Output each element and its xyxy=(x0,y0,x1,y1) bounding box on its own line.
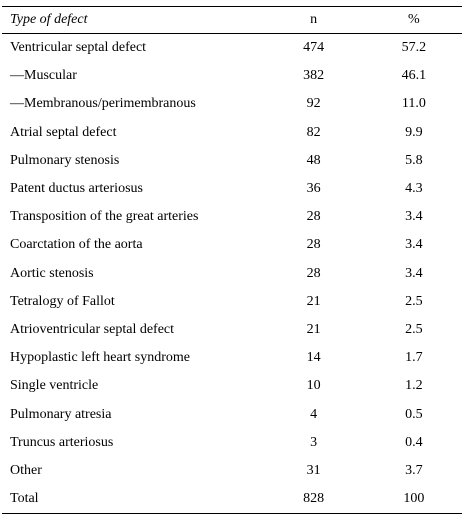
cell-type-of-defect: Pulmonary stenosis xyxy=(10,152,120,168)
cell-n: 21 xyxy=(306,321,321,337)
cell-n: 28 xyxy=(306,265,321,281)
cell-type-of-defect: Aortic stenosis xyxy=(10,265,94,281)
cell-percent: 3.4 xyxy=(405,265,423,281)
table-row xyxy=(2,34,462,63)
defect-table-container xyxy=(0,6,464,524)
cell-type-of-defect: Total xyxy=(10,491,39,507)
cell-percent: 2.5 xyxy=(405,293,423,309)
cell-percent: 5.8 xyxy=(405,152,423,168)
cell-percent: 11.0 xyxy=(401,96,426,112)
cell-type-of-defect: Hypoplastic left heart syndrome xyxy=(10,350,191,366)
table-header xyxy=(2,7,462,34)
cell-n: 828 xyxy=(303,491,325,507)
table-row xyxy=(2,457,462,485)
cell-n: 474 xyxy=(303,40,325,56)
cell-n: 28 xyxy=(306,237,321,253)
table-row xyxy=(2,372,462,400)
table-row xyxy=(2,231,462,259)
cell-percent: 3.4 xyxy=(405,237,423,253)
cell-type-of-defect: Patent ductus arteriosus xyxy=(10,181,143,197)
table-row xyxy=(2,175,462,203)
header-n: n xyxy=(310,12,318,27)
cell-n: 36 xyxy=(306,181,321,197)
cell-percent: 0.5 xyxy=(405,406,423,422)
cell-n: 48 xyxy=(306,152,321,168)
cell-percent: 3.4 xyxy=(405,209,423,225)
table-body xyxy=(2,34,462,514)
cell-n: 82 xyxy=(306,124,321,140)
table-row xyxy=(2,316,462,344)
table-row xyxy=(2,344,462,372)
table-row xyxy=(2,90,462,118)
cell-percent: 3.7 xyxy=(405,462,423,478)
cell-type-of-defect: Tetralogy of Fallot xyxy=(10,293,115,309)
table-row xyxy=(2,288,462,316)
header-row xyxy=(2,7,462,34)
header-type-of-defect: Type of defect xyxy=(10,12,88,27)
cell-percent: 2.5 xyxy=(405,321,423,337)
cell-percent: 1.7 xyxy=(405,350,423,366)
cell-type-of-defect: Single ventricle xyxy=(10,378,99,394)
cell-percent: 9.9 xyxy=(405,124,423,140)
cell-n: 28 xyxy=(306,209,321,225)
table-row xyxy=(2,147,462,175)
cell-percent: 100 xyxy=(403,491,425,507)
table-row xyxy=(2,119,462,147)
cell-type-of-defect: Ventricular septal defect xyxy=(10,40,147,56)
cell-n: 21 xyxy=(306,293,321,309)
table-row xyxy=(2,429,462,457)
cell-type-of-defect: Other xyxy=(10,462,42,478)
cell-type-of-defect: Pulmonary atresia xyxy=(10,406,112,422)
cell-type-of-defect: Transposition of the great arteries xyxy=(10,209,199,225)
cell-percent: 0.4 xyxy=(405,434,423,450)
table-row xyxy=(2,260,462,288)
cell-n: 10 xyxy=(306,378,321,394)
cell-type-of-defect: Atrial septal defect xyxy=(10,124,117,140)
cell-percent: 46.1 xyxy=(401,68,427,84)
cell-type-of-defect: —Membranous/perimembranous xyxy=(10,96,196,112)
table-row xyxy=(2,62,462,90)
cell-type-of-defect: —Muscular xyxy=(10,68,77,84)
header-percent: % xyxy=(408,12,420,27)
cell-type-of-defect: Truncus arteriosus xyxy=(10,434,114,450)
cell-n: 31 xyxy=(306,462,321,478)
cell-type-of-defect: Atrioventricular septal defect xyxy=(10,321,175,337)
cell-n: 14 xyxy=(306,350,321,366)
cell-percent: 4.3 xyxy=(405,181,423,197)
cell-n: 3 xyxy=(310,434,318,450)
table-row xyxy=(2,203,462,231)
cell-percent: 57.2 xyxy=(401,40,427,56)
table-row xyxy=(2,485,462,514)
cell-n: 92 xyxy=(306,96,321,112)
cell-n: 4 xyxy=(310,406,318,422)
cell-n: 382 xyxy=(303,68,325,84)
cell-type-of-defect: Coarctation of the aorta xyxy=(10,237,143,253)
table-row xyxy=(2,400,462,428)
cell-percent: 1.2 xyxy=(405,378,423,394)
defect-table xyxy=(2,6,462,514)
